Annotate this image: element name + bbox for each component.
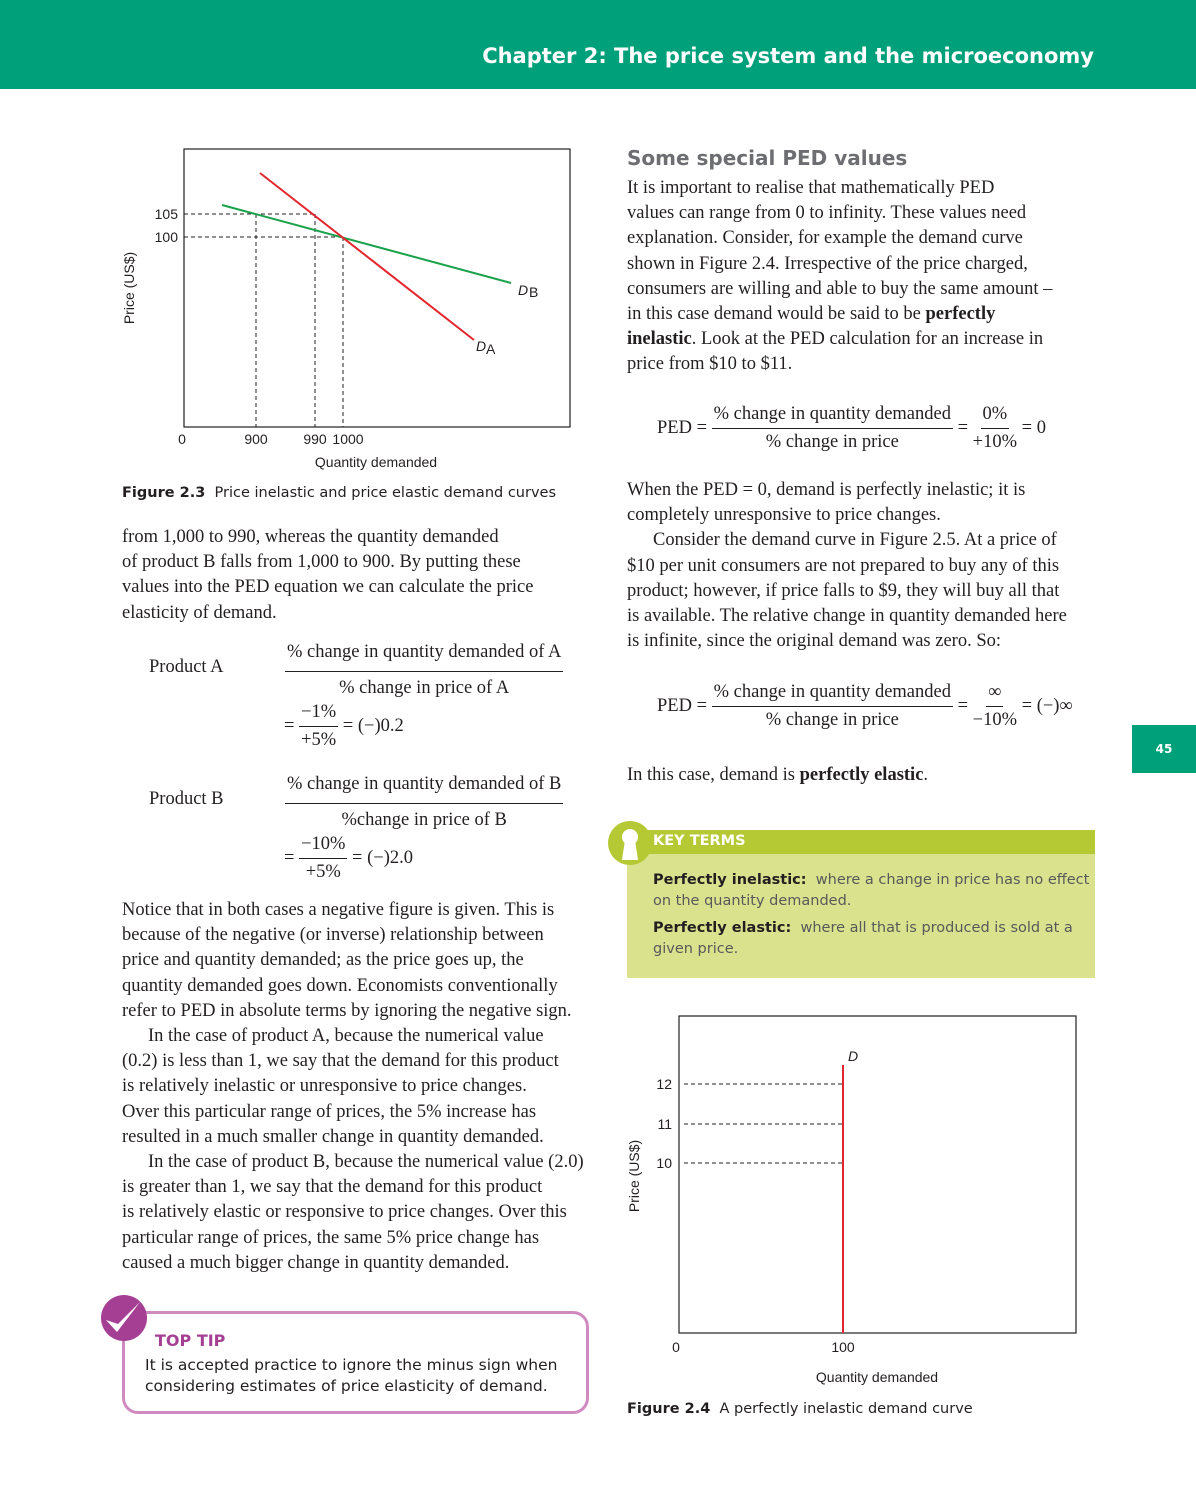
product-b-label: Product B [149,789,224,809]
plot-frame [184,149,570,427]
page-number: 45 [1132,725,1196,773]
xtick-100: 100 [831,1339,855,1355]
product-a-calc: = $\frac{-1\%}{+5\%}$ = (−)0.2 [284,702,404,750]
figure-2-3-caption: Figure 2.3 Price inelastic and price elastic demand curves [122,485,557,501]
y-axis-label: Price (US$) [626,1139,642,1213]
section-heading: Some special PED values [627,146,908,170]
right-paragraph-1: It is important to realise that mathematically PED values can range from 0 to infinity. These values need explanation. Consider, for example the demand curve shown in Figure 2.4. Irrespective of the price charged, consumers are willing and able to buy the same amount – in this case demand would be said to be perfectly inelastic. Look at the PED calculation for an increase in price from $10 to $11. [627,178,1053,375]
ytick-11: 11 [657,1116,672,1132]
xtick-0: 0 [672,1339,680,1355]
x-axis-label: Quantity demanded [314,454,438,470]
ytick-100: 100 [154,229,178,245]
label-db-sub: B [529,284,539,300]
ytick-105: 105 [154,206,178,222]
ytick-10: 10 [656,1155,672,1171]
ped-equation-2: PED = $\frac{\text{\% change in quantity demanded}}{\text{\% change in price}}$ = $\frac{\infty}{-10\%}$ = (−)∞ [657,682,1073,730]
paragraph-2: Notice that in both cases a negative figure is given. This is because of the negative (or inverse) relationship between price and quantity demanded; as the price goes up, the quantity demanded goes down. Economists conventionally refer to PED in absolute terms by ignoring the negative sign. In the case of product A, because the numerical value (0.2) is less than 1, we say that the demand for this product is relatively inelastic or unresponsive to price changes. Over this particular range of prices, the 5% increase has resulted in a much smaller change in quantity demanded. In the case of product B, because the numerical value (2.0) is greater than 1, we say that the demand for this product is relatively elastic or responsive to price changes. Over this particular range of prices, the same 5% price change has caused a much bigger change in quantity demanded. [122,900,584,1273]
checkmark-icon [100,1294,148,1342]
label-db: D [518,282,529,298]
xtick-1000: 1000 [332,431,364,447]
ped-equation-1: PED = $\frac{\text{\% change in quantity demanded}}{\text{\% change in price}}$ = $\frac{0\%}{+10\%}$ = 0 [657,404,1046,452]
key-terms-list: Perfectly inelastic: where a change in price has no effect on the quantity demanded. Perfectly elastic: where all that is produced is sold at a given price. [653,872,1090,957]
paragraph-1: from 1,000 to 990, whereas the quantity demanded of product B falls from 1,000 to 900. By putting these values into the PED equation we can calculate the price elasticity of demand. [122,527,534,623]
key-terms-title: KEY TERMS [653,833,746,849]
xtick-990: 990 [303,431,327,447]
product-b-formula: $\frac{\text{\% change in quantity demanded of B}}{\text{\%change in price of B}}$ [287,774,562,830]
chapter-header [0,0,1196,89]
figure-2-4-chart [610,1006,1090,1396]
label-da-sub: A [486,341,496,357]
label-da: D [476,338,487,354]
right-paragraph-4: In this case, demand is perfectly elastic. [627,765,929,785]
plot-frame [679,1016,1076,1333]
top-tip-text: It is accepted practice to ignore the minus sign when considering estimates of price elasticity of demand. [145,1356,558,1395]
xtick-0: 0 [178,431,186,447]
right-paragraph-2: When the PED = 0, demand is perfectly inelastic; it is completely unresponsive to price changes. Consider the demand curve in Figure 2.5. At a price of $10 per unit consumers are not prepared to buy any of this product; however, if price falls to $9, they will buy all that is available. The relative change in quantity demanded here is infinite, since the original demand was zero. So: [627,480,1067,652]
figure-2-4-caption: Figure 2.4 A perfectly inelastic demand curve [627,1401,973,1417]
chapter-title: Chapter 2: The price system and the microeconomy [482,44,1094,68]
xtick-900: 900 [244,431,268,447]
y-axis-label: Price (US$) [121,251,137,325]
keyhole-icon [607,820,653,866]
figure-2-3-chart [100,140,590,480]
demand-curve-b [222,205,511,283]
product-b-calc: = $\frac{-10\%}{+5\%}$ = (−)2.0 [284,834,413,882]
ytick-12: 12 [656,1076,672,1092]
top-tip-title: TOP TIP [155,1331,226,1350]
product-a-label: Product A [149,657,224,677]
product-a-formula: $\frac{\text{\% change in quantity demanded of A}}{\text{\% change in price of A}}$ [287,642,562,698]
x-axis-label: Quantity demanded [815,1369,939,1385]
demand-curve-a [260,173,474,340]
label-d: D [848,1048,859,1064]
